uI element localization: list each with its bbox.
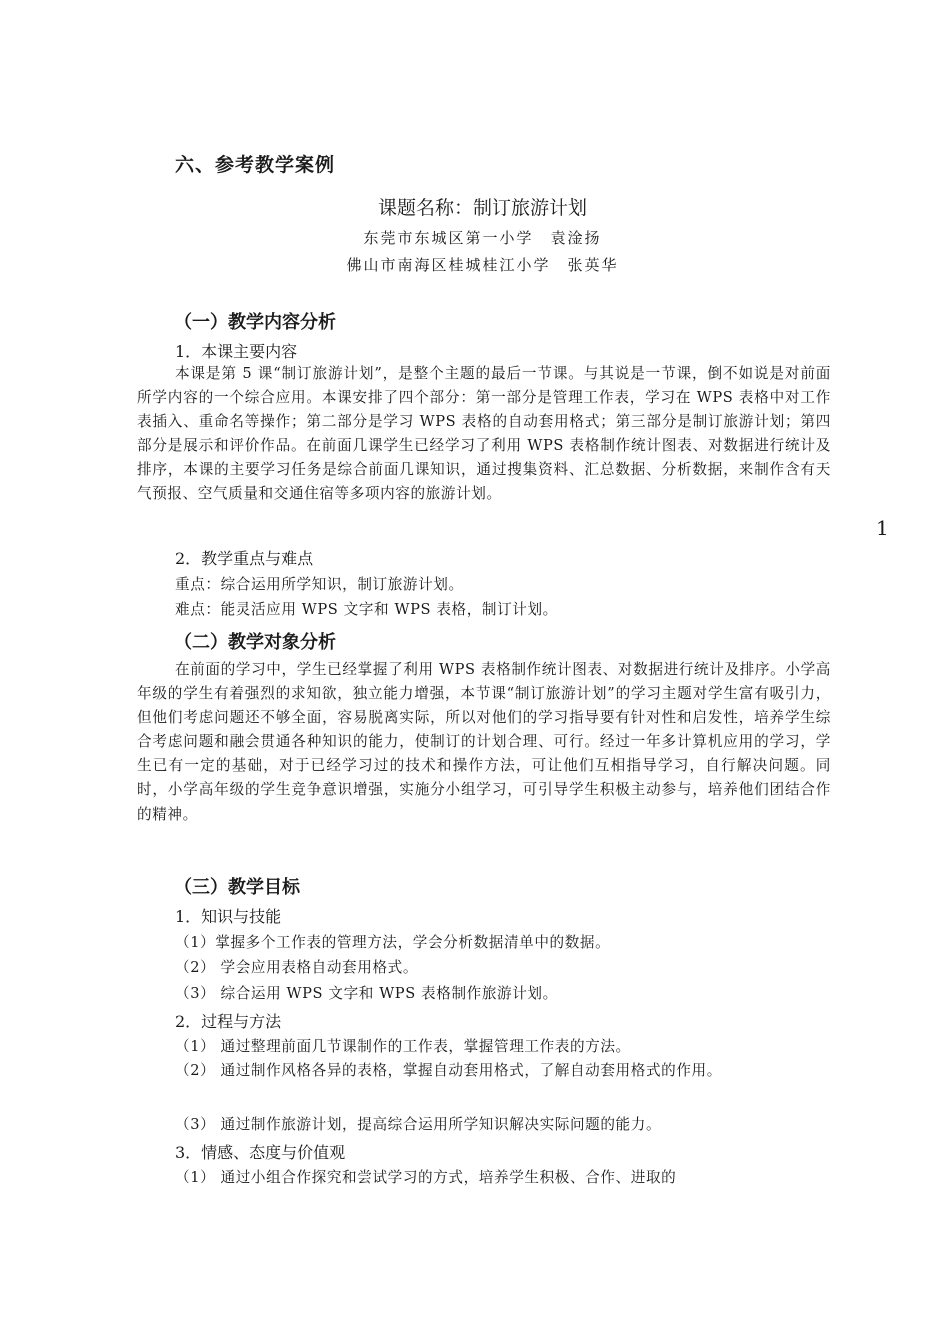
goal-item: （1）掌握多个工作表的管理方法，学会分析数据清单中的数据。	[175, 934, 611, 951]
author-line: 东莞市东城区第一小学 袁淦扬	[363, 229, 602, 247]
subheading-knowledge-skills: 1．知识与技能	[175, 907, 282, 926]
paragraph-student-analysis: 在前面的学习中，学生已经掌握了利用 WPS 表格制作统计图表、对数据进行统计及排序。小学高年级的学生有着强烈的求知欲，独立能力增强，本节课“制订旅游计划”的学习主题对学生富有吸引力，但他们考虑问题还不够全面，容易脱离实际，所以对他们的学习指导要有针对性和启发性，培养学生综合考虑问题和融会贯通各种知识的能力，使制订的计划合理、可行。经过一年多计算机应用的学习，学生已有一定的基础，对于已经学习过的技术和操作方法，可让他们互相指导学习，自行解决问题。同时，小学高年级的学生竞争意识增强，实施分小组学习，可引导学生积极主动参与，培养他们团结合作的精神。	[137, 661, 831, 823]
heading-teaching-goals: （三）教学目标	[174, 877, 300, 898]
subheading-process-methods: 2．过程与方法	[175, 1012, 282, 1031]
difficulty-line: 难点：能灵活应用 WPS 文字和 WPS 表格，制订计划。	[175, 601, 558, 618]
subheading-attitude-values: 3．情感、态度与价值观	[175, 1143, 346, 1162]
goal-item: （3） 通过制作旅游计划，提高综合运用所学知识解决实际问题的能力。	[175, 1116, 662, 1133]
goal-item: （1） 通过小组合作探究和尝试学习的方式，培养学生积极、合作、进取的	[175, 1169, 677, 1186]
lesson-title: 课题名称：制订旅游计划	[377, 197, 587, 219]
subheading-main-content: 1．本课主要内容	[175, 342, 298, 361]
key-point-line: 重点：综合运用所学知识，制订旅游计划。	[175, 576, 464, 593]
section-title: 六、参考教学案例	[175, 154, 336, 176]
page-number: 1	[876, 516, 889, 540]
heading-student-analysis: （二）教学对象分析	[174, 632, 336, 653]
heading-content-analysis: （一）教学内容分析	[174, 312, 336, 333]
paragraph-main-content: 本课是第 5 课“制订旅游计划”，是整个主题的最后一节课。与其说是一节课，倒不如说是对前面所学内容的一个综合应用。本课安排了四个部分：第一部分是管理工作表，学习在 WPS 表格中对工作表插入、重命名等操作；第二部分是学习 WPS 表格的自动套用格式；第三部分是制订旅游计划；第四部分是展示和评价作品。在前面几课学生已经学习了利用 WPS 表格制作统计图表、对数据进行统计及排序，本课的主要学习任务是综合前面几课知识，通过搜集资料、汇总数据、分析数据，来制作含有天气预报、空气质量和交通住宿等多项内容的旅游计划。	[137, 365, 831, 503]
goal-item: （1） 通过整理前面几节课制作的工作表，掌握管理工作表的方法。	[175, 1038, 631, 1055]
goal-item: （3） 综合运用 WPS 文字和 WPS 表格制作旅游计划。	[175, 985, 558, 1002]
subheading-key-points: 2．教学重点与难点	[175, 549, 314, 568]
goal-item: （2） 通过制作风格各异的表格，掌握自动套用格式，了解自动套用格式的作用。	[175, 1062, 722, 1079]
author-line: 佛山市南海区桂城桂江小学 张英华	[346, 256, 619, 274]
goal-item: （2） 学会应用表格自动套用格式。	[175, 959, 419, 976]
